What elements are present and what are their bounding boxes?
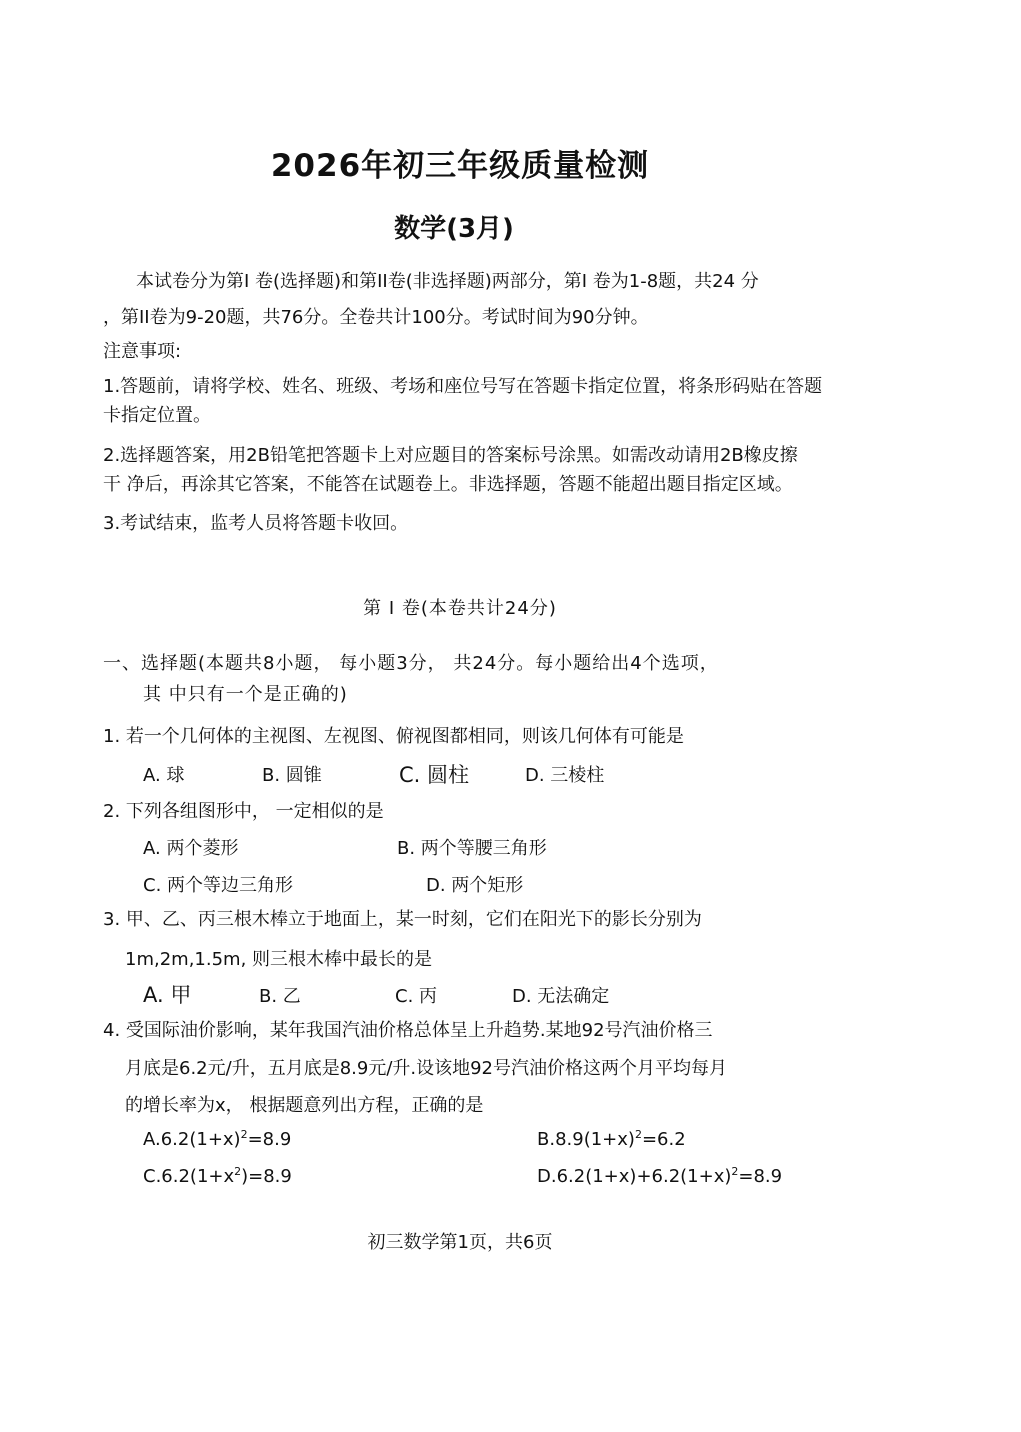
notice-item-2-cont: 干 净后，再涂其它答案，不能答在试题卷上。非选择题，答题不能超出题目指定区域。 (103, 474, 793, 495)
notice-item-2: 2.选择题答案，用2B铅笔把答题卡上对应题目的答案标号涂黑。如需改动请用2B橡皮擦 (103, 445, 798, 466)
section-instructions-cont: 其 中只有一个是正确的) (143, 684, 348, 705)
question-4-stem-cont-1: 月底是6.2元/升，五月底是8.9元/升.设该地92号汽油价格这两个月平均每月 (125, 1058, 728, 1079)
question-2-option-d: D. 两个矩形 (426, 875, 524, 896)
question-4-stem: 4. 受国际油价影响，某年我国汽油价格总体呈上升趋势.某地92号汽油价格三 (103, 1020, 713, 1041)
notice-item-3: 3.考试结束，监考人员将答题卡收回。 (103, 513, 409, 534)
exam-subtitle: 数学(3月) (394, 214, 514, 244)
section-heading: 第 Ⅰ 卷(本卷共计24分) (363, 598, 557, 619)
question-3-stem-cont: 1m,2m,1.5m, 则三根木棒中最长的是 (125, 949, 433, 970)
question-4-option-c: $C.6.2(1+x^2)=8.9$ (143, 1165, 292, 1187)
question-2-option-c: C. 两个等边三角形 (143, 875, 294, 896)
notice-heading: 注意事项: (103, 341, 182, 362)
intro-line-1: 本试卷分为第I 卷(选择题)和第II卷(非选择题)两部分，第I 卷为1-8题，共24 分 (136, 271, 759, 292)
question-1-option-a: A. 球 (143, 765, 185, 786)
exam-title: 2026年初三年级质量检测 (270, 148, 650, 184)
question-3-stem: 3. 甲、乙、丙三根木棒立于地面上，某一时刻，它们在阳光下的影长分别为 (103, 909, 702, 930)
question-4-stem-cont-2: 的增长率为x， 根据题意列出方程，正确的是 (125, 1095, 484, 1116)
question-3-option-d: D. 无法确定 (512, 986, 610, 1007)
question-4-option-a: $A.6.2(1+x)^2=8.9$ (143, 1128, 292, 1150)
question-2-option-b: B. 两个等腰三角形 (397, 838, 547, 859)
question-1-option-c: C. 圆柱 (399, 763, 470, 787)
question-4-option-d: $D.6.2(1+x)+6.2(1+x)^2=8.9$ (537, 1165, 783, 1187)
notice-item-1-cont: 卡指定位置。 (103, 405, 211, 426)
question-4-option-b: $B.8.9(1+x)^2=6.2$ (537, 1128, 686, 1150)
question-1-option-b: B. 圆锥 (262, 765, 322, 786)
question-2-stem: 2. 下列各组图形中， 一定相似的是 (103, 801, 384, 822)
question-3-option-c: C. 丙 (395, 986, 438, 1007)
question-1-option-d: D. 三棱柱 (525, 765, 605, 786)
intro-line-2: ，第II卷为9-20题，共76分。全卷共计100分。考试时间为90分钟。 (103, 307, 649, 328)
section-instructions: 一、选择题(本题共8小题， 每小题3分， 共24分。每小题给出4个选项， (103, 653, 719, 674)
question-3-option-a: A. 甲 (143, 983, 192, 1007)
notice-item-1: 1.答题前，请将学校、姓名、班级、考场和座位号写在答题卡指定位置，将条形码贴在答题 (103, 376, 823, 397)
page-footer: 初三数学第1页，共6页 (367, 1232, 553, 1253)
question-2-option-a: A. 两个菱形 (143, 838, 239, 859)
question-1-stem: 1. 若一个几何体的主视图、左视图、俯视图都相同，则该几何体有可能是 (103, 726, 684, 747)
question-3-option-b: B. 乙 (259, 986, 301, 1007)
